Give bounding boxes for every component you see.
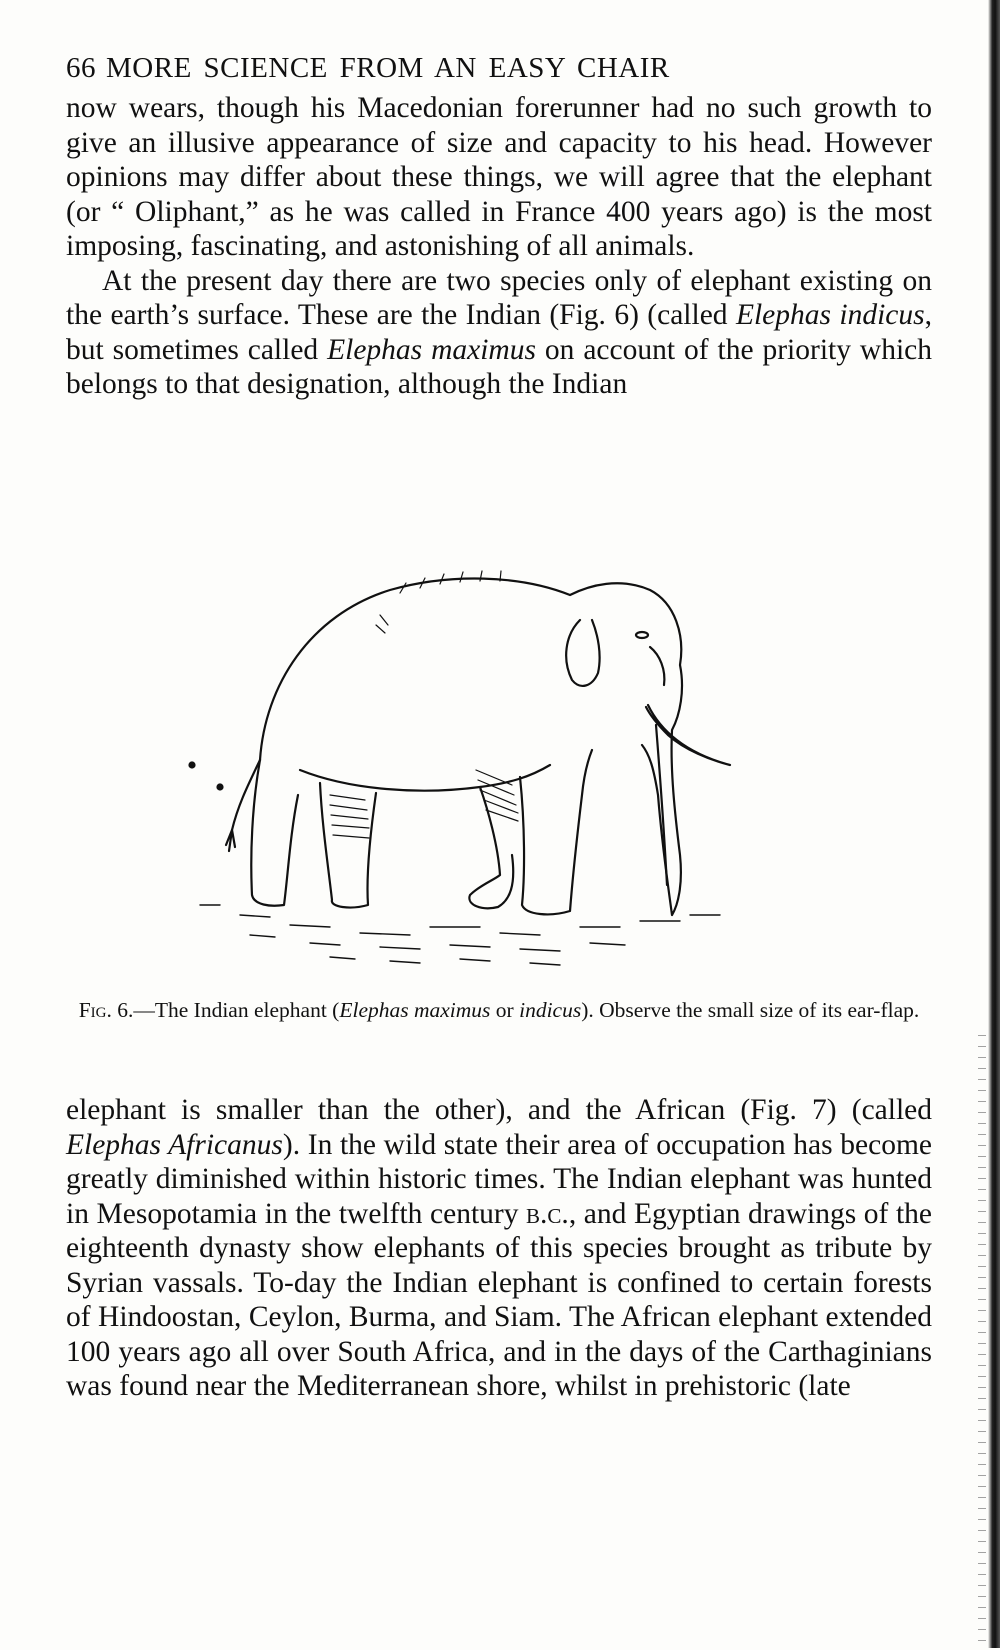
species-name: Elephas indicus <box>735 299 925 331</box>
elephant-body <box>260 579 682 915</box>
elephant-front-leg <box>469 787 513 908</box>
paragraph-3: elephant is smaller than the other), and the African (Fig. 7) (called Elephas Africanus). In the wild state their area of occupation has become greatly diminished within historic times. The Indian elephant was hunted in Mesopotamia in the twelfth century b.c., and Egyptian drawings of the eighteenth dynasty show elephants of this species brought as tribute by Syrian vassals. To-day the Indian elephant is confined to certain forests of Hindoostan, Ceylon, Burma, and Siam. The African elephant extended 100 years ago all over South Africa, and in the days of the Carthaginians was found near the Mediterranean shore, whilst in prehistoric (late <box>66 1094 932 1402</box>
running-title: MORE SCIENCE FROM AN EASY CHAIR <box>106 52 670 84</box>
elephant-rear-leg <box>251 760 298 906</box>
figure-caption: Fig. 6.—The Indian elephant (Elephas maximus or indicus). Observe the small size of its ear-flap. <box>78 998 920 1022</box>
species-name: Elephas maximus <box>327 333 536 366</box>
paragraph-2: At the present day there are two species only of elephant existing on the earth’s surface. These are the Indian (Fig. 6) (called Elephas indicus, but sometimes called Elephas maximus on account of the priority which belongs to that designation, although the Indian <box>66 264 932 400</box>
page-number: 66 <box>66 52 96 84</box>
elephant-illustration <box>180 555 760 985</box>
figure-label: Fig. 6. <box>78 998 134 1022</box>
species-name: Elephas Africanus <box>66 1128 283 1161</box>
paragraph-1: now wears, though his Macedonian forerunner had no such growth to give an illusive appearance of size and capacity to his head. However opinions may differ about these things, we will agree that the elephant (or “ Oliphant,” as he was called in France 400 years ago) is the most imposing, fascinating, and astonishing of all animals. <box>66 92 932 262</box>
elephant-ear <box>566 620 599 686</box>
page-edge-texture <box>978 1030 986 1650</box>
lower-text <box>66 1093 932 1404</box>
page-edge-shadow <box>988 0 1000 1648</box>
running-header <box>66 52 932 85</box>
page-body <box>66 52 932 402</box>
